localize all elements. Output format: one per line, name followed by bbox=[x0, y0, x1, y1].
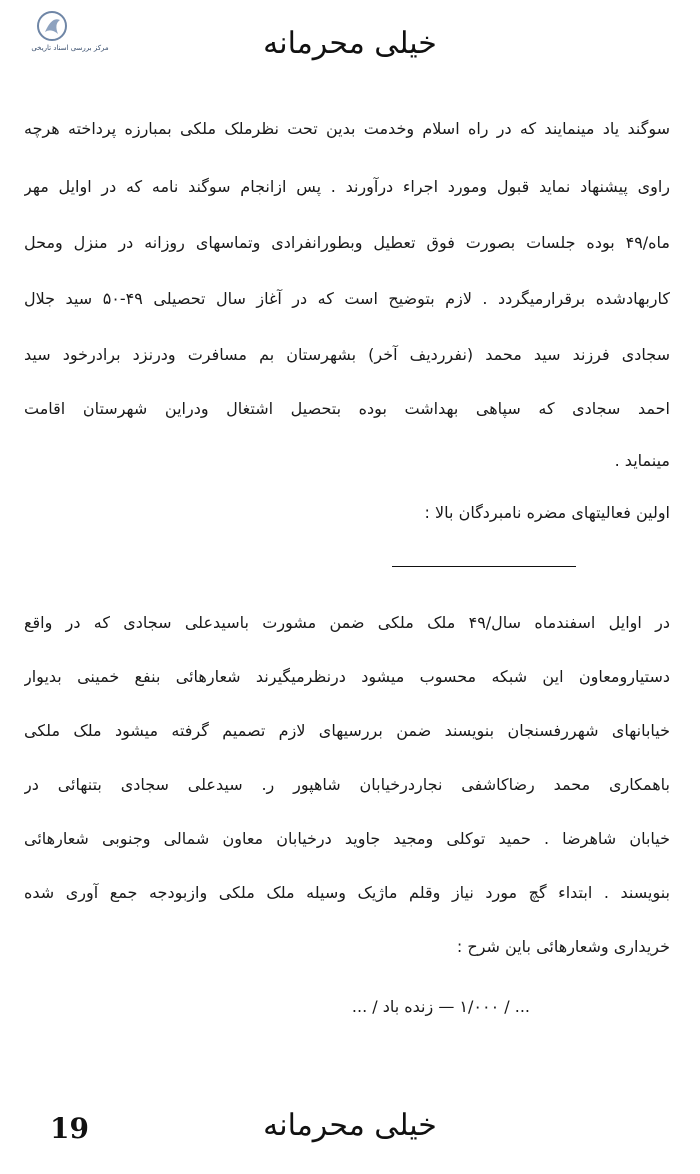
section-heading: اولین فعالیتهای مضره نامبردگان بالا : bbox=[424, 503, 670, 522]
paragraph1-line: ماه/۴۹ بوده جلسات بصورت فوق تعطیل وبطورانفرادی وتماسهای روزانه در منزل ومحل bbox=[24, 233, 670, 252]
archive-logo-text: مرکز بررسی اسناد تاریخی bbox=[31, 44, 109, 52]
heading-underline bbox=[392, 566, 576, 567]
paragraph2-line: باهمکاری محمد رضاکاشفی نجاردرخیابان شاهپور ر. سیدعلی سجادی بتنهائی در bbox=[24, 775, 670, 794]
page-number: 19 bbox=[50, 1112, 89, 1145]
paragraph1-line: سوگند یاد مینمایند که در راه اسلام وخدمت بدین تحت نظرملک ملکی بمبارزه پرداخته هرچه bbox=[24, 119, 670, 138]
archive-emblem-icon bbox=[36, 10, 68, 42]
paragraph2-line: خیابان شاهرضا . حمید توکلی ومجید جاوید درخیابان معاون شمالی وجنوبی شعارهائی bbox=[24, 829, 670, 848]
paragraph1-line: راوی پیشنهاد نماید قبول ومورد اجراء درآورند . پس ازانجام سوگند نامه که در اوایل مهر bbox=[24, 177, 670, 196]
paragraph1-line: سجادی فرزند سید محمد (نفرردیف آخر) بشهرستان بم مسافرت ودرنزد برادرخود سید bbox=[24, 345, 670, 364]
paragraph2-line: خریداری وشعارهائی باین شرح : bbox=[456, 937, 670, 956]
archive-logo bbox=[14, 10, 126, 58]
paragraph1-line: کاربهادشده برقرارمیگردد . لازم بتوضیح است که در آغاز سال تحصیلی ۴۹-۵۰ سید جلال bbox=[24, 289, 670, 308]
footer-title: خیلی محرمانه bbox=[263, 1108, 437, 1143]
slogan-line: ... / ۱/۰۰۰ — زنده باد / ... bbox=[351, 997, 530, 1016]
paragraph2-line: در اوایل اسفندماه سال/۴۹ ملک ملکی ضمن مشورت باسیدعلی سجادی که در واقع bbox=[24, 613, 670, 632]
header-title: خیلی محرمانه bbox=[263, 26, 437, 61]
paragraph1-line: مینماید . bbox=[614, 451, 670, 470]
paragraph2-line: خیابانهای شهررفسنجان بنویسند ضمن بررسیهای لازم تصمیم گرفته میشود ملک ملکی bbox=[24, 721, 670, 740]
paragraph1-line: احمد سجادی که سپاهی بهداشت بوده بتحصیل اشتغال ودراین شهرستان اقامت bbox=[24, 399, 670, 418]
paragraph2-line: بنویسند . ابتداء گچ مورد نیاز وقلم ماژیک وسیله ملک ملکی وازبودجه جمع آوری شده bbox=[24, 883, 670, 902]
paragraph2-line: دستیارومعاون این شبکه محسوب میشود درنظرمیگیرند شعارهائی بنفع خمینی بدیوار bbox=[24, 667, 670, 686]
